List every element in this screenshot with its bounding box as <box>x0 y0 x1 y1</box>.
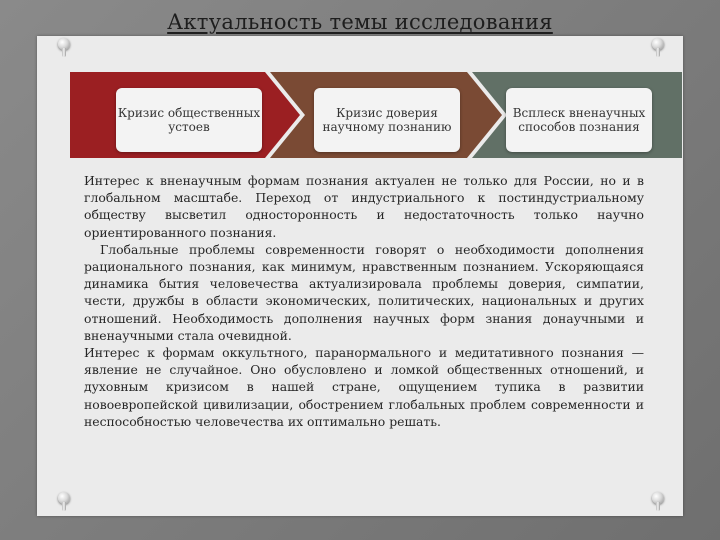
flow-step-label: Кризис доверия научному познанию <box>322 106 452 134</box>
paragraph: Интерес к вненаучным формам познания актуален не только для России, но и в глобальном масштабе. Переход от индустриального к постиндустриальному обществу высветил односторонность и недостаточность только научно ориентированного познания. <box>84 173 644 240</box>
paragraph: Интерес к формам оккультного, паранормального и медитативного познания — явление не случайное. Оно обусловлено и ломкой общественных отношений, и духовным кризисом в нашей стране, ощущением тупика в развитии новоевропейской цивилизации, обострением глобальных проблем современности и неспособностью человечества их оптимально решать. <box>84 345 644 429</box>
process-flow <box>70 70 670 165</box>
pushpin-icon <box>58 38 70 50</box>
flow-step-label: Всплеск вненаучных способов познания <box>512 106 646 134</box>
pushpin-icon <box>652 492 664 504</box>
body-text <box>84 172 644 430</box>
flow-step-3 <box>506 88 652 152</box>
flow-step-label: Кризис общественных устоев <box>117 106 261 134</box>
flow-step-1 <box>116 88 262 152</box>
page-title: Актуальность темы исследования <box>167 10 553 34</box>
pushpin-icon <box>58 492 70 504</box>
pushpin-icon <box>652 38 664 50</box>
flow-step-2 <box>314 88 460 152</box>
paragraph: Глобальные проблемы современности говорят о необходимости дополнения рационального познания, как минимум, нравственным познанием. Ускоряющаяся динамика бытия человечества актуализировала проблемы доверия, симпатии, чести, дружбы в области экономических, политических, национальных и других отношений. Необходимость дополнения научных форм знания донаучными и вненаучными стала очевидной. <box>84 241 644 343</box>
